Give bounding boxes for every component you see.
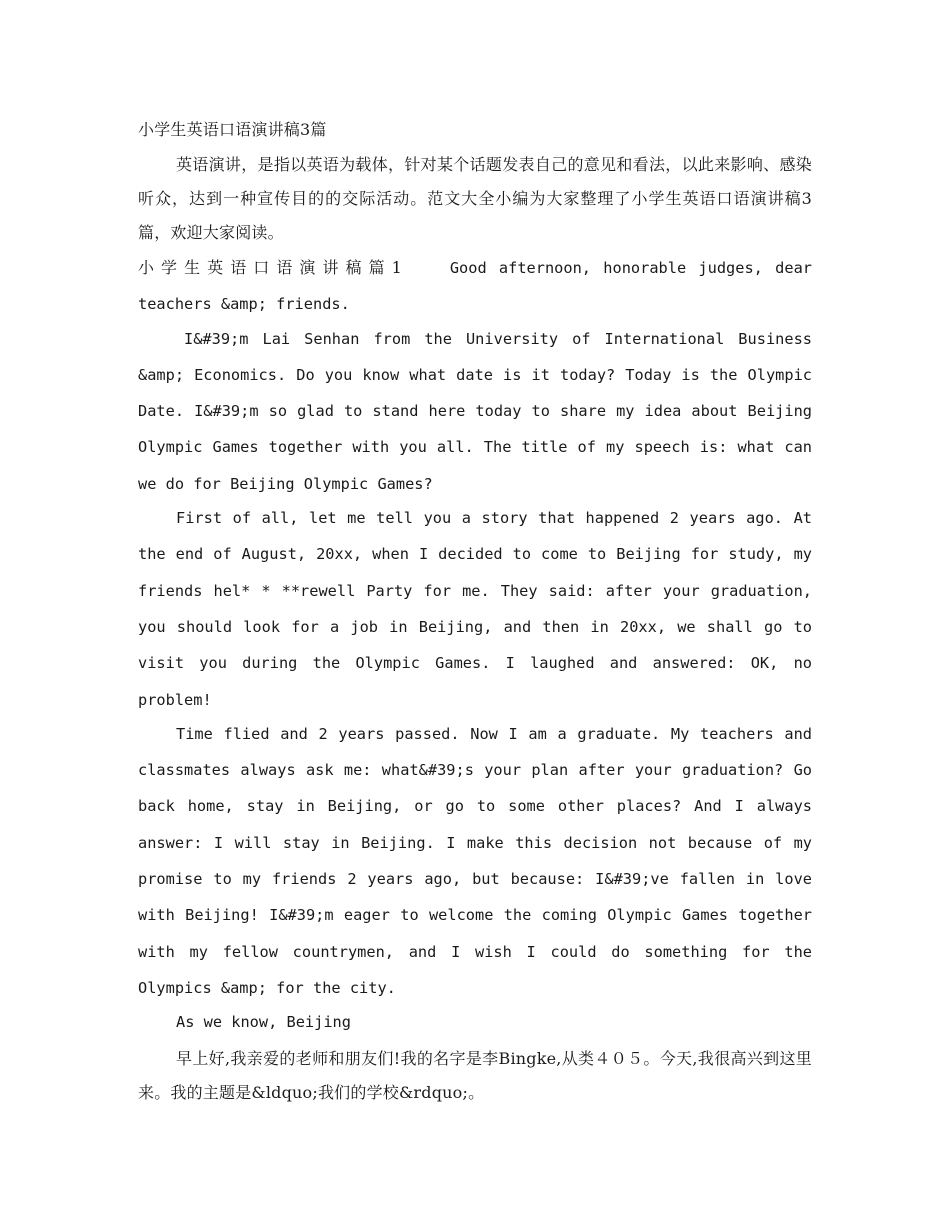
speech1-heading: 小学生英语口语演讲稿篇1 [138, 258, 406, 277]
body-paragraph: Time flied and 2 years passed. Now I am a graduate. My teachers and classmates always ask me: what&#39;s your plan after your graduation? Go back home, stay in Beijing, or go to some other places? And I always answer: I will stay in Beijing. I make this decision not because of my promise to my friends 2 years ago, but because: I&#39;ve fallen in love with Beijing! I&#39;m eager to welcome the coming Olympic Games together with my fellow countrymen, and I wish I could do something for the Olympics &amp; for the city. [138, 724, 812, 997]
document-body [138, 117, 812, 1110]
intro-paragraph: 英语演讲，是指以英语为载体，针对某个话题发表自己的意见和看法，以此来影响、感染听众，达到一种宣传目的的交际活动。范文大全小编为大家整理了小学生英语口语演讲稿3篇，欢迎大家阅读。 [138, 155, 812, 242]
document-title: 小学生英语口语演讲稿3篇 [138, 120, 327, 139]
body-paragraph: First of all, let me tell you a story that happened 2 years ago. At the end of August, 20xx, when I decided to come to Beijing for study, my friends hel* * **rewell Party for me. They said: after your graduation, you should look for a job in Beijing, and then in 20xx, we shall go to visit you during the Olympic Games. I laughed and answered: OK, no problem! [138, 509, 812, 709]
body-paragraph: As we know, Beijing [176, 1013, 351, 1032]
speech1-greeting: Good afternoon, honorable judges, dear teachers &amp; friends. [138, 259, 812, 314]
speech1-opening-line [138, 250, 812, 323]
closing-paragraph: 早上好,我亲爱的老师和朋友们!我的名字是李Bingke,从类４０５。今天,我很高兴到这里来。我的主题是&ldquo;我们的学校&rdquo;。 [138, 1048, 812, 1102]
body-paragraph: I&#39;m Lai Senhan from the University of International Business &amp; Economics. Do you know what date is it today? Today is the Olympic Date. I&#39;m so glad to stand here today to share my idea about Beijing Olympic Games together with you all. The title of my speech is: what can we do for Beijing Olympic Games? [138, 329, 812, 493]
